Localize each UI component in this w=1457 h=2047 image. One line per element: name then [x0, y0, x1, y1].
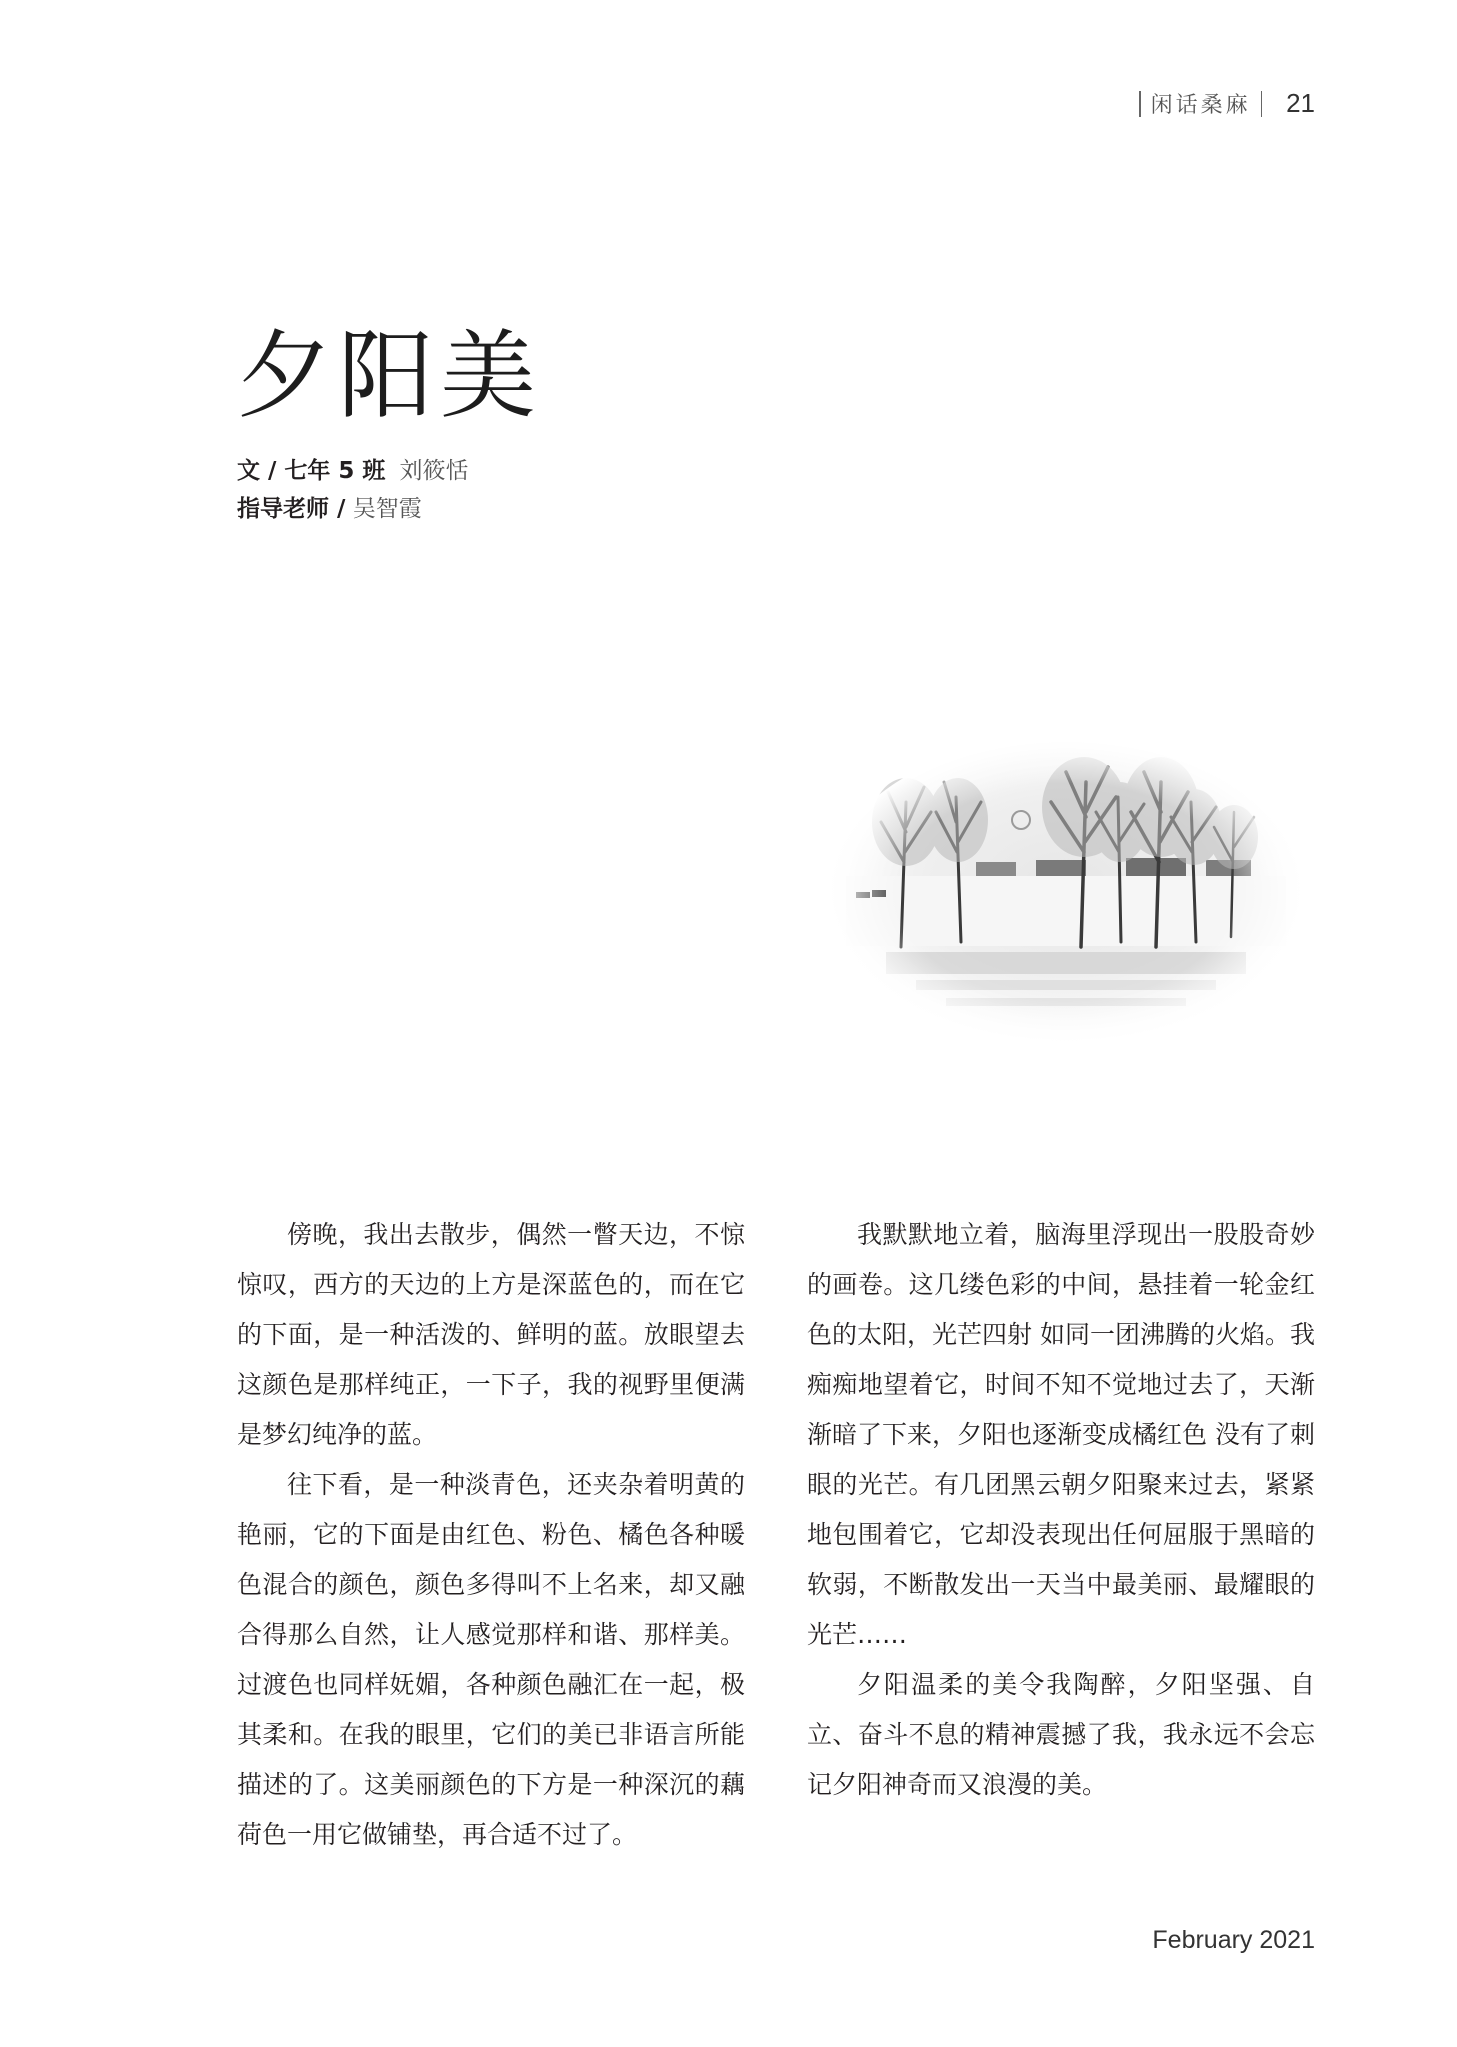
header-divider-left: [1139, 91, 1141, 117]
header-divider-right: [1261, 91, 1263, 117]
article-title: 夕阳美: [236, 320, 542, 432]
body-column-right: [807, 1210, 1315, 1810]
author-line: [237, 452, 468, 485]
paragraph: 我默默地立着，脑海里浮现出一股股奇妙的画卷。这几缕色彩的中间，悬挂着一轮金红色的太阳，光芒四射 如同一团沸腾的火焰。我痴痴地望着它，时间不知不觉地过去了，天渐渐暗了下来，夕阳也逐渐变成橘红色 没有了刺眼的光芒。有几团黑云朝夕阳聚来过去，紧紧地包围着它，它却没表现出任何屈服于黑暗的软弱，不断散发出一天当中最美丽、最耀眼的光芒……: [807, 1220, 1315, 1649]
body-column-left: [237, 1210, 745, 1860]
paragraph: 夕阳温柔的美令我陶醉，夕阳坚强、自立、奋斗不息的精神震撼了我，我永远不会忘记夕阳神奇而又浪漫的美。: [807, 1670, 1315, 1799]
winter-trees-illustration: [826, 742, 1306, 1052]
teacher-label: 指导老师 /: [237, 496, 346, 522]
page-number: 21: [1286, 88, 1315, 118]
teacher-name: 吴智霞: [352, 496, 422, 522]
author-label: 文 / 七年 5 班: [237, 458, 386, 484]
paragraph: 往下看，是一种淡青色，还夹杂着明黄的艳丽，它的下面是由红色、粉色、橘色各种暖色混合的颜色，颜色多得叫不上名来，却又融合得那么自然，让人感觉那样和谐、那样美。过渡色也同样妩媚，各种颜色融汇在一起，极其柔和。在我的眼里，它们的美已非语言所能描述的了。这美丽颜色的下方是一种深沉的藕荷色一用它做铺垫，再合适不过了。: [237, 1470, 745, 1849]
section-name: 闲话桑麻: [1150, 93, 1251, 118]
author-name: 刘筱恬: [399, 458, 469, 484]
paragraph: 傍晚，我出去散步，偶然一瞥天边，不惊惊叹，西方的天边的上方是深蓝色的，而在它的下面，是一种活泼的、鲜明的蓝。放眼望去这颜色是那样纯正，一下子，我的视野里便满是梦幻纯净的蓝。: [237, 1220, 745, 1449]
page-header: [1139, 88, 1315, 119]
issue-date: February 2021: [1152, 1926, 1315, 1954]
teacher-line: [237, 490, 422, 523]
